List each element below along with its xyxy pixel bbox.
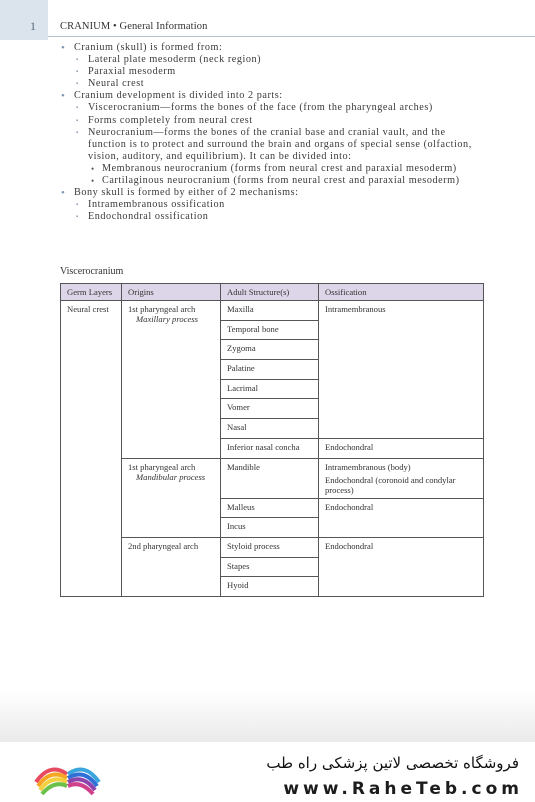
structure-cell: Temporal bone [221,320,319,340]
footer-banner [0,742,535,802]
structure-cell: Nasal [221,419,319,439]
table-row [61,301,484,321]
header-rule [48,36,535,37]
header-germ-layers: Germ Layers [61,284,122,301]
sub-bullet: ▪ Paraxial mesoderm [74,66,480,78]
table-row [61,537,484,557]
structure-cell: Hyoid [221,577,319,597]
origin-process: Maxillary process [136,314,198,324]
sub-bullet: ▪ Endochondral ossification [74,211,480,223]
bullet-development: • Cranium development is divided into 2 parts: ▪ Viscerocranium—forms the bones of the face (from the pharyngeal arches) ▪ Forms completely from neural crest ▪ Neurocranium—forms the bones of the cranial base and cranial vault, and the function is to protect and surround the brain and organs of special sense (olfaction, vision, auditory, and equilibrium). It can be divided into: • Membranous neurocranium (forms from neural crest and paraxial mesoderm) • Cartilaginous neurocranium (forms from neural crest and paraxial mesoderm) [60,90,480,187]
header-origins: Origins [122,284,221,301]
page-header [0,0,535,40]
header-ossification: Ossification [319,284,484,301]
origin-cell: 1st pharyngeal arch Maxillary process [122,301,221,459]
origin-process: Mandibular process [136,471,206,482]
sub-sub-bullet: • Cartilaginous neurocranium (forms from neural crest and paraxial mesoderm) [88,175,480,187]
website-url: www.RaheTeb.com [283,779,523,799]
bullet-bony-skull: • Bony skull is formed by either of 2 mechanisms: ▪ Intramembranous ossification ▪ Endochondral ossification [60,187,480,223]
structure-cell: Lacrimal [221,379,319,399]
sub-bullet: ▪ Forms completely from neural crest [74,115,480,127]
viscerocranium-table [60,283,484,597]
page-number: 1 [30,19,36,33]
structure-cell: Palatine [221,360,319,380]
ossification-cell: Endochondral [319,498,484,537]
structure-cell: Vomer [221,399,319,419]
footer-fade [0,690,535,745]
germ-layer-cell: Neural crest [61,301,122,597]
ossification-cell: Endochondral [319,438,484,458]
running-title: CRANIUM • General Information [60,21,208,32]
structure-cell: Maxilla [221,301,319,321]
structure-cell: Mandible [221,458,319,498]
ossification-cell: Intramembranous [319,301,484,439]
sub-bullet: ▪ Viscerocranium—forms the bones of the face (from the pharyngeal arches) [74,102,480,114]
origin-cell: 1st pharyngeal arch Mandibular process [122,458,221,537]
store-name: فروشگاه تخصصی لاتین پزشکی راه طب [266,754,519,772]
sub-bullet: ▪ Lateral plate mesoderm (neck region) [74,54,480,66]
sub-bullet: ▪ Intramembranous ossification [74,199,480,211]
structure-cell: Zygoma [221,340,319,360]
header-adult-structures: Adult Structure(s) [221,284,319,301]
structure-cell: Stapes [221,557,319,577]
outline [60,42,480,223]
structure-cell: Incus [221,518,319,538]
ossification-cell: Intramembranous (body) Endochondral (coronoid and condylar process) [319,458,484,498]
structure-cell: Inferior nasal concha [221,438,319,458]
page-number-tab [0,0,48,40]
sub-bullet: ▪ Neural crest [74,78,480,90]
ossification-cell: Endochondral [319,537,484,596]
structure-cell: Styloid process [221,537,319,557]
table-header-row [61,284,484,301]
open-book-logo-icon [30,752,105,802]
bullet-cranium: • Cranium (skull) is formed from: ▪ Lateral plate mesoderm (neck region) ▪ Paraxial mesoderm ▪ Neural crest [60,42,480,90]
structure-cell: Malleus [221,498,319,518]
table-row [61,458,484,498]
table-caption: Viscerocranium [60,266,124,277]
origin-cell: 2nd pharyngeal arch [122,537,221,596]
sub-bullet-neurocranium: ▪ Neurocranium—forms the bones of the cranial base and cranial vault, and the function is to protect and surround the brain and organs of special sense (olfaction, vision, auditory, and equilibrium). It can be divided into: • Membranous neurocranium (forms from neural crest and paraxial mesoderm) • Cartilaginous neurocranium (forms from neural crest and paraxial mesoderm) [74,127,480,187]
sub-sub-bullet: • Membranous neurocranium (forms from neural crest and paraxial mesoderm) [88,163,480,175]
